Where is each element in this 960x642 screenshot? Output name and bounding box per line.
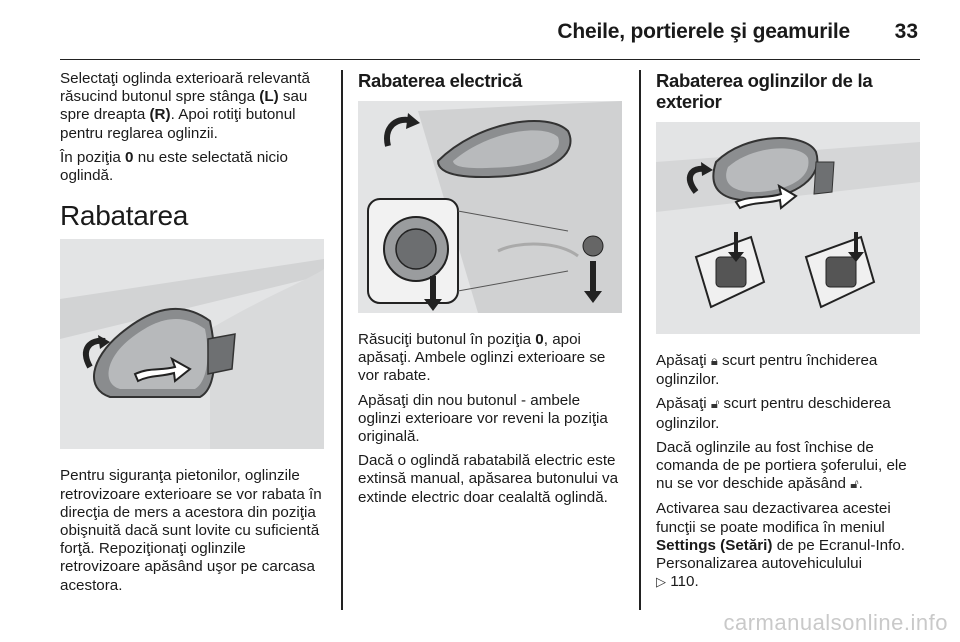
key-remote-illustration	[656, 122, 920, 334]
unlock-icon: 🔓︎	[710, 397, 720, 413]
chapter-title: Cheile, portierele şi geamurile	[557, 20, 850, 43]
section-heading-electric: Rabaterea electrică	[358, 70, 522, 91]
rabatarea-description: Pentru siguranţa pietonilor, oglinzile retrovizoare exterioare se vor rabata în direcţia de mers a acestora din poziţia obişnuită dacă sunt lovite cu suficientă forţă. Repoziţionaţi oglinzile retrovizoare apăsând uşor pe carcasa acestora.	[60, 467, 322, 594]
column-divider	[341, 70, 343, 610]
driver-door-note: Dacă oglinzile au fost închise de comanda de pe portiera şoferului, ele nu se vor deschide apăsând 🔓︎.	[656, 439, 924, 495]
column-left	[60, 70, 328, 601]
watermark: carmanualsonline.info	[723, 610, 948, 635]
lock-icon: 🔒︎	[710, 354, 718, 369]
electric-folding-illustration	[358, 101, 622, 313]
intro-paragraph: Selectaţi oglinda exterioară relevantă răsucind butonul spre stânga (L) sau spre dreapta (R). Apoi rotiţi butonul pentru reglarea oglinzii.	[60, 70, 310, 142]
position-zero-paragraph: În poziţia 0 nu este selectată nicio oglindă.	[60, 148, 288, 185]
mirror-folding-illustration	[60, 239, 324, 449]
page-header	[60, 18, 920, 60]
reference-arrow-icon: ▷	[656, 575, 666, 591]
column-middle	[358, 70, 626, 513]
page-reference[interactable]: 110.	[670, 573, 699, 591]
page-number: 33	[894, 20, 918, 43]
lock-instruction: Apăsaţi 🔒︎ scurt pentru închiderea oglinzilor.	[656, 352, 878, 389]
electric-instruction-1: Răsuciţi butonul în poziţia 0, apoi apăsaţi. Ambele oglinzi exterioare se vor rabate.	[358, 331, 606, 385]
column-divider	[639, 70, 641, 610]
settings-note: Activarea sau dezactivarea acestei funcţii se poate modifica în meniul Settings (Setări) de pe Ecranul-Info. Personalizarea autovehiculului ▷ 110.	[656, 500, 924, 592]
electric-instruction-2: Apăsaţi din nou butonul - ambele oglinzi exterioare vor reveni la poziţia originală.	[358, 391, 608, 446]
electric-instruction-3: Dacă o oglindă rabatabilă electric este extinsă manual, apăsarea butonului va extinde electric doar cealaltă oglindă.	[358, 452, 619, 506]
section-heading-external: Rabaterea oglinzilor de la exterior	[656, 70, 873, 112]
unlock-instruction: Apăsaţi 🔓︎ scurt pentru deschiderea oglinzilor.	[656, 395, 891, 432]
section-heading-rabatarea: Rabatarea	[60, 200, 189, 232]
column-right	[656, 70, 924, 598]
unlock-icon: 🔓︎	[850, 477, 859, 493]
